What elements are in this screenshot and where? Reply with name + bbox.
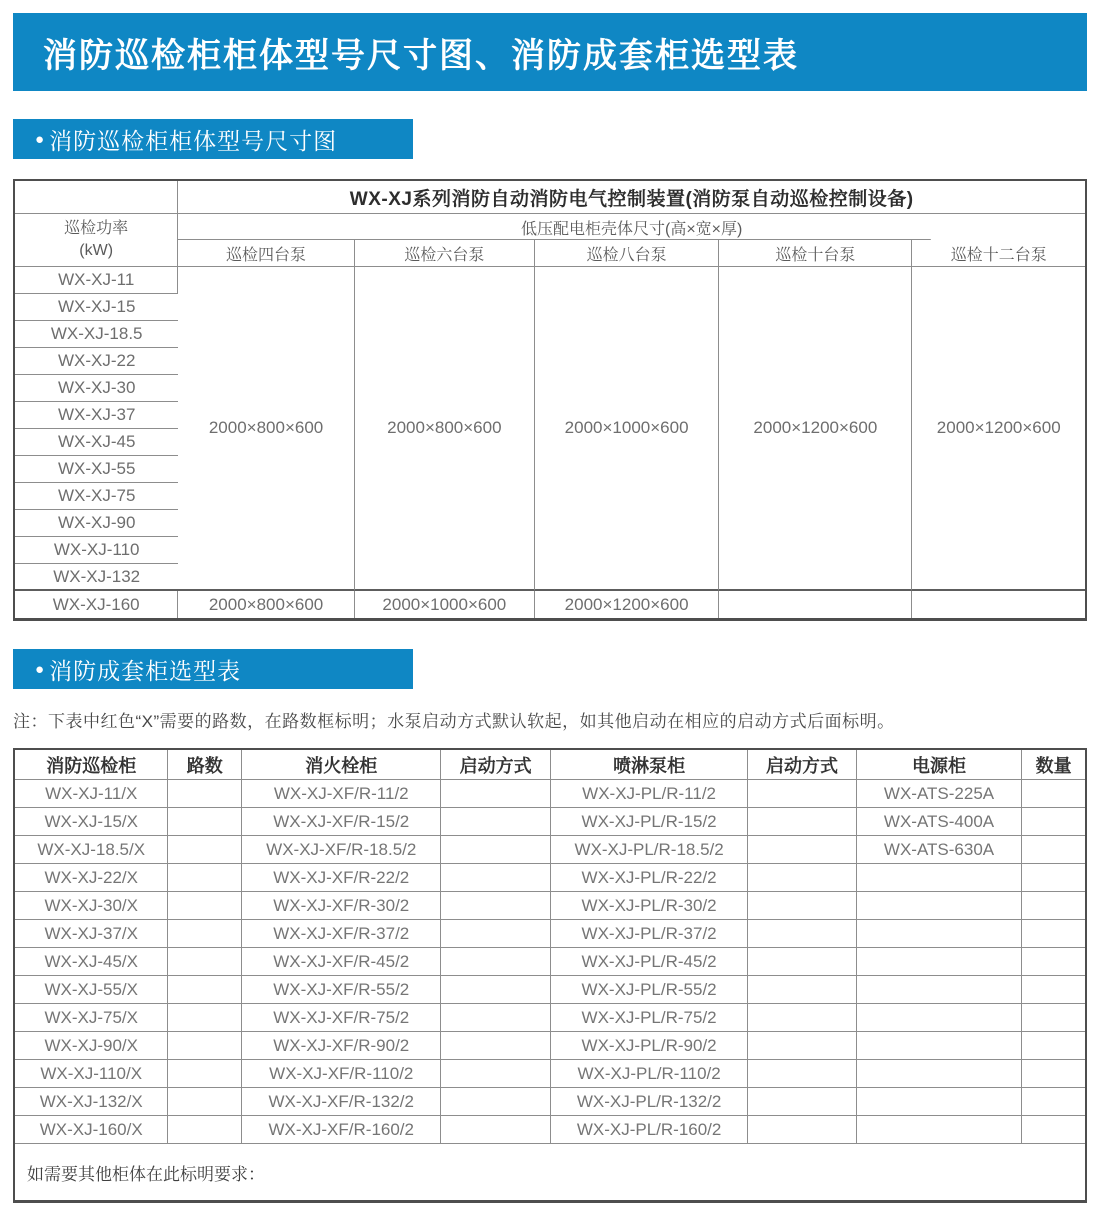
selection-cell: WX-XJ-PL/R-22/2 [551, 864, 748, 892]
selection-cell: WX-XJ-PL/R-132/2 [551, 1088, 748, 1116]
section2-heading: 消防成套柜选型表 [49, 657, 242, 684]
model-cell: WX-XJ-30 [15, 375, 178, 402]
column-header: 电源柜 [857, 750, 1022, 780]
selection-cell: WX-ATS-630A [857, 836, 1022, 864]
selection-cell [857, 920, 1022, 948]
model-cell: WX-XJ-37 [15, 402, 178, 429]
selection-cell [748, 1060, 857, 1088]
selection-cell [1022, 836, 1085, 864]
cabinet-size-cell: 2000×1200×600 [535, 591, 719, 618]
selection-cell [748, 836, 857, 864]
selection-cell [168, 808, 242, 836]
cabinet-size-cell: 2000×1000×600 [535, 267, 719, 591]
section1-heading: 消防巡检柜柜体型号尺寸图 [49, 127, 338, 154]
selection-cell: WX-XJ-XF/R-22/2 [242, 864, 441, 892]
selection-cell: WX-XJ-PL/R-37/2 [551, 920, 748, 948]
selection-cell [168, 1060, 242, 1088]
model-cell: WX-XJ-22 [15, 348, 178, 375]
selection-cell [441, 1004, 551, 1032]
selection-cell [168, 780, 242, 808]
selection-cell [441, 780, 551, 808]
selection-cell: WX-XJ-XF/R-132/2 [242, 1088, 441, 1116]
selection-cell: WX-XJ-XF/R-110/2 [242, 1060, 441, 1088]
selection-cell [748, 1032, 857, 1060]
selection-cell [441, 1116, 551, 1144]
selection-cell [748, 920, 857, 948]
selection-cell [441, 1032, 551, 1060]
selection-cell [1022, 976, 1085, 1004]
selection-cell: WX-XJ-PL/R-90/2 [551, 1032, 748, 1060]
selection-cell [1022, 1032, 1085, 1060]
selection-cell [857, 892, 1022, 920]
model-cell: WX-XJ-18.5 [15, 321, 178, 348]
cabinet-size-cell: 2000×1200×600 [719, 267, 912, 591]
selection-cell: WX-XJ-132/X [15, 1088, 168, 1116]
selection-cell [748, 1116, 857, 1144]
selection-cell: WX-XJ-37/X [15, 920, 168, 948]
selection-cell: WX-XJ-XF/R-75/2 [242, 1004, 441, 1032]
selection-cell [441, 836, 551, 864]
selection-cell [1022, 1088, 1085, 1116]
selection-cell: WX-XJ-90/X [15, 1032, 168, 1060]
selection-cell: WX-XJ-18.5/X [15, 836, 168, 864]
column-header: 数量 [1022, 750, 1085, 780]
selection-cell [168, 976, 242, 1004]
cabinet-size-cell [912, 591, 1085, 618]
selection-cell [857, 1032, 1022, 1060]
selection-cell [857, 1004, 1022, 1032]
model-cell: WX-XJ-132 [15, 564, 178, 591]
column-header: 消防巡检柜 [15, 750, 168, 780]
cabinet-size-cell [719, 591, 912, 618]
selection-cell: WX-XJ-XF/R-30/2 [242, 892, 441, 920]
selection-cell: WX-XJ-15/X [15, 808, 168, 836]
selection-cell: WX-XJ-XF/R-160/2 [242, 1116, 441, 1144]
pump-column-header: 巡检十台泵 [719, 240, 912, 267]
selection-cell: WX-XJ-XF/R-37/2 [242, 920, 441, 948]
spec-table [13, 179, 1087, 621]
selection-cell: WX-XJ-PL/R-110/2 [551, 1060, 748, 1088]
page-title: 消防巡检柜柜体型号尺寸图、消防成套柜选型表 [43, 36, 799, 75]
selection-cell [441, 948, 551, 976]
selection-cell: WX-XJ-PL/R-45/2 [551, 948, 748, 976]
section2-heading-bar [13, 649, 413, 689]
selection-cell: WX-XJ-PL/R-55/2 [551, 976, 748, 1004]
selection-cell [168, 836, 242, 864]
selection-cell [441, 808, 551, 836]
selection-cell [168, 948, 242, 976]
selection-cell: WX-XJ-160/X [15, 1116, 168, 1144]
selection-cell [1022, 892, 1085, 920]
selection-cell: WX-XJ-XF/R-15/2 [242, 808, 441, 836]
corner-cell [15, 181, 178, 214]
selection-cell: WX-XJ-PL/R-30/2 [551, 892, 748, 920]
selection-cell [168, 1088, 242, 1116]
selection-cell: WX-XJ-45/X [15, 948, 168, 976]
selection-cell [1022, 808, 1085, 836]
selection-cell: WX-XJ-22/X [15, 864, 168, 892]
footer-note: 如需要其他柜体在此标明要求： [27, 1164, 265, 1184]
selection-cell [857, 1088, 1022, 1116]
selection-cell [1022, 1116, 1085, 1144]
pump-column-header: 巡检八台泵 [535, 240, 719, 267]
selection-cell [748, 892, 857, 920]
model-cell: WX-XJ-45 [15, 429, 178, 456]
selection-cell [857, 1116, 1022, 1144]
selection-cell: WX-XJ-PL/R-15/2 [551, 808, 748, 836]
spec-table-title: WX-XJ系列消防自动消防电气控制装置(消防泵自动巡检控制设备) [178, 181, 1085, 214]
pump-column-header: 巡检四台泵 [178, 240, 354, 267]
selection-cell [441, 920, 551, 948]
selection-cell [748, 976, 857, 1004]
selection-cell: WX-XJ-PL/R-75/2 [551, 1004, 748, 1032]
selection-cell [1022, 1060, 1085, 1088]
selection-cell [748, 780, 857, 808]
selection-cell: WX-XJ-30/X [15, 892, 168, 920]
selection-cell: WX-XJ-PL/R-160/2 [551, 1116, 748, 1144]
note-text: 注：下表中红色“X”需要的路数，在路数框标明；水泵启动方式默认软起，如其他启动在相应的启动方式后面标明。 [13, 712, 895, 731]
selection-cell [168, 1032, 242, 1060]
selection-cell: WX-XJ-XF/R-11/2 [242, 780, 441, 808]
cabinet-size-cell: 2000×1000×600 [355, 591, 535, 618]
column-header: 喷淋泵柜 [551, 750, 748, 780]
selection-cell [857, 864, 1022, 892]
power-header-line2: (kW) [79, 242, 114, 259]
bullet-icon: ● [35, 130, 45, 148]
selection-cell: WX-XJ-PL/R-11/2 [551, 780, 748, 808]
cabinet-size-cell: 2000×800×600 [355, 267, 535, 591]
cabinet-size-cell: 2000×800×600 [178, 591, 354, 618]
model-cell: WX-XJ-75 [15, 483, 178, 510]
selection-cell [1022, 864, 1085, 892]
selection-cell [857, 1060, 1022, 1088]
page-title-bar [13, 13, 1087, 91]
selection-cell [168, 1004, 242, 1032]
selection-cell [168, 1116, 242, 1144]
section1-heading-bar [13, 119, 413, 159]
model-cell: WX-XJ-160 [15, 591, 178, 618]
selection-cell [857, 976, 1022, 1004]
selection-cell: WX-XJ-XF/R-55/2 [242, 976, 441, 1004]
model-cell: WX-XJ-11 [15, 267, 178, 294]
selection-cell [748, 1088, 857, 1116]
selection-cell [441, 1088, 551, 1116]
column-header: 启动方式 [748, 750, 857, 780]
selection-cell [441, 976, 551, 1004]
selection-cell: WX-XJ-XF/R-45/2 [242, 948, 441, 976]
selection-cell [748, 808, 857, 836]
selection-cell: WX-XJ-PL/R-18.5/2 [551, 836, 748, 864]
selection-cell: WX-XJ-110/X [15, 1060, 168, 1088]
model-cell: WX-XJ-55 [15, 456, 178, 483]
power-column-header [15, 214, 178, 267]
selection-cell [441, 864, 551, 892]
selection-cell: WX-ATS-225A [857, 780, 1022, 808]
model-cell: WX-XJ-90 [15, 510, 178, 537]
selection-cell [857, 948, 1022, 976]
selection-cell [1022, 948, 1085, 976]
bullet-icon: ● [35, 660, 45, 678]
pump-column-header: 巡检十二台泵 [912, 240, 1085, 267]
selection-cell [168, 892, 242, 920]
selection-table [13, 748, 1087, 1203]
selection-cell [748, 864, 857, 892]
selection-cell: WX-XJ-11/X [15, 780, 168, 808]
selection-cell: WX-ATS-400A [857, 808, 1022, 836]
selection-cell: WX-XJ-75/X [15, 1004, 168, 1032]
cabinet-size-cell: 2000×1200×600 [912, 267, 1085, 591]
selection-cell [168, 864, 242, 892]
column-header: 消火栓柜 [242, 750, 441, 780]
column-header: 启动方式 [441, 750, 551, 780]
cabinet-size-cell: 2000×800×600 [178, 267, 354, 591]
model-cell: WX-XJ-15 [15, 294, 178, 321]
selection-cell [748, 948, 857, 976]
size-dimensions-header: 低压配电柜壳体尺寸(高×宽×厚) [178, 214, 1085, 240]
selection-cell: WX-XJ-55/X [15, 976, 168, 1004]
selection-cell [441, 892, 551, 920]
selection-cell [441, 1060, 551, 1088]
selection-cell [168, 920, 242, 948]
power-header-line1: 巡检功率 [64, 220, 129, 238]
selection-cell [1022, 1004, 1085, 1032]
column-header: 路数 [168, 750, 242, 780]
selection-cell [1022, 920, 1085, 948]
model-cell: WX-XJ-110 [15, 537, 178, 564]
selection-cell: WX-XJ-XF/R-90/2 [242, 1032, 441, 1060]
pump-column-header: 巡检六台泵 [355, 240, 535, 267]
selection-cell [748, 1004, 857, 1032]
selection-cell: WX-XJ-XF/R-18.5/2 [242, 836, 441, 864]
selection-cell [1022, 780, 1085, 808]
